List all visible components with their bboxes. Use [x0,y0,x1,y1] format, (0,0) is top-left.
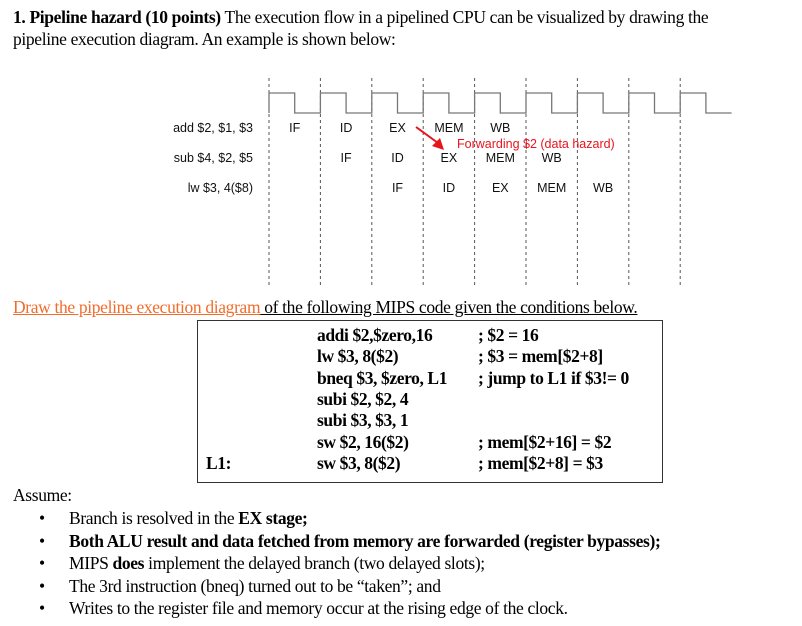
code-instruction: sw $3, 8($2) [317,452,401,473]
code-comment: ; jump to L1 if $3!= 0 [478,367,629,388]
code-comment: ; $2 = 16 [478,325,539,345]
code-instruction: lw $3, 8($2) [317,346,399,367]
stage-if: IF [391,181,404,195]
instruction-label: lw $3, 4($8) [187,181,253,195]
code-instruction: bneq $3, $zero, L1 [317,367,448,388]
stage-mem: MEM [537,181,567,195]
assumption-text: Writes to the register file and memory occur at the rising edge of the clock. [69,598,568,618]
pipeline-example-diagram [0,0,802,300]
intro-line-2: pipeline execution diagram. An example is shown below: [13,29,396,49]
stage-ex: EX [491,181,509,195]
task-link[interactable]: Draw the pipeline execution diagram [13,297,261,317]
forwarding-annotation: Forwarding $2 (data hazard) [457,137,615,151]
code-comment: ; $3 = mem[$2+8] [478,346,603,367]
clock-waveform [269,93,732,113]
code-instruction: subi $3, $3, 1 [317,410,409,431]
assumption-text: does [112,553,145,573]
stage-id: ID [339,121,353,135]
task-text: of the following MIPS code given the conditions below. [260,297,638,317]
code-instruction: sw $2, 16($2) [317,431,409,452]
stage-wb: WB [593,181,614,195]
intro-text: The execution flow in a pipelined CPU can be visualized by drawing the [220,7,709,27]
assumption-item [36,576,660,599]
assumption-list [36,508,660,621]
stage-ex: EX [440,151,458,165]
code-instruction: subi $2, $2, 4 [317,388,409,409]
stage-id: ID [391,151,404,165]
stage-wb: WB [541,151,562,165]
code-box [197,320,663,483]
assume-heading: Assume: [13,485,72,505]
code-comment: ; mem[$2+16] = $2 [478,431,612,452]
stage-ex: EX [389,121,406,135]
task-instruction [13,297,637,318]
stage-id: ID [442,181,456,195]
code-comment: ; mem[$2+8] = $3 [478,452,603,473]
assumption-text: MIPS [69,553,113,573]
assumption-item [36,508,660,531]
question-title: 1. Pipeline hazard (10 points) [13,7,221,27]
assumption-item [36,553,660,576]
stage-mem: MEM [485,151,515,165]
stage-mem: MEM [434,121,464,135]
assumption-text: The 3rd instruction (bneq) turned out to be “taken”; and [69,575,441,596]
code-label: L1: [206,452,232,473]
stage-wb: WB [490,121,511,135]
assumption-text: Both ALU result and data fetched from memory are forwarded (register bypasses); [69,530,661,551]
assumption-item [36,598,660,621]
assumption-item [36,531,660,554]
code-instruction: addi $2,$zero,16 [317,325,433,345]
stage-if: IF [289,121,301,135]
assumption-text: EX stage; [238,508,308,528]
assumption-text: implement the delayed branch (two delayed slots); [144,553,485,573]
instruction-label: add $2, $1, $3 [173,121,253,135]
stage-if: IF [340,151,352,165]
instruction-label: sub $4, $2, $5 [173,151,253,165]
assumption-text: Branch is resolved in the [69,508,239,528]
